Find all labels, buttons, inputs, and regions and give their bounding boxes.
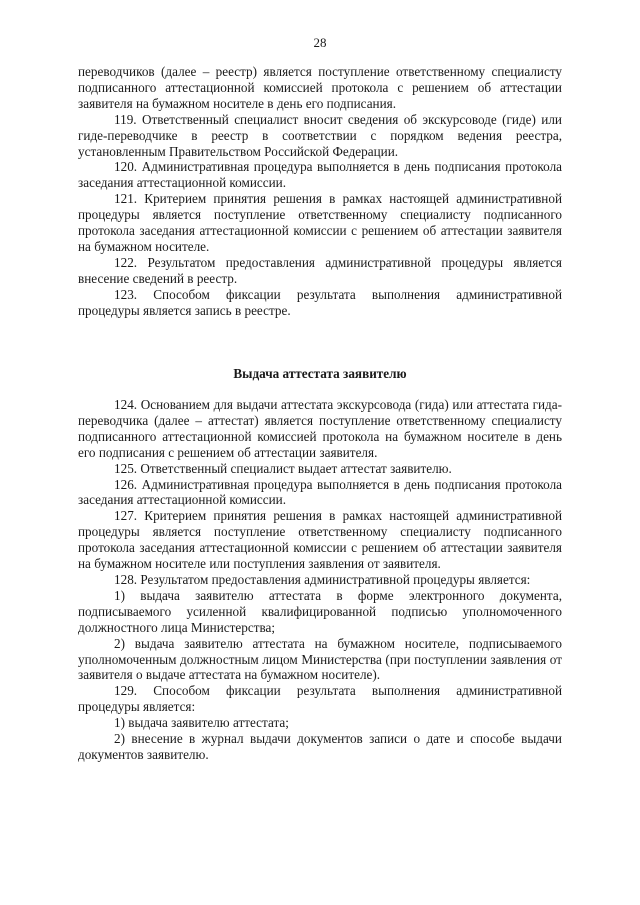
list-item-129-2: 2) внесение в журнал выдачи документов записи о дате и способе выдачи документов заявителю. [78, 731, 562, 762]
paragraph-121: 121. Критерием принятия решения в рамках настоящей административной процедуры является поступление ответственному специалисту подписанного протокола заседания аттестационной комиссии с решением об аттестации заявителя на бумажном носителе. [78, 191, 562, 254]
paragraph-123: 123. Способом фиксации результата выполнения административной процедуры является запись в реестре. [78, 286, 562, 318]
paragraph-127: 127. Критерием принятия решения в рамках настоящей административной процедуры является поступление ответственному специалисту подписанного протокола заседания аттестационной комиссии с решением об аттестации заявителя на бумажном носителе или поступления заявления от заявителя. [78, 508, 562, 572]
list-item-129-1: 1) выдача заявителю аттестата; [114, 715, 289, 731]
paragraph-119: 119. Ответственный специалист вносит сведения об экскурсоводе (гиде) или гиде-переводчике в реестр в соответствии с порядком ведения реестра, установленным Правительством Российской Федерации. [78, 111, 562, 159]
paragraph-124: 124. Основанием для выдачи аттестата экскурсовода (гида) или аттестата гида-переводчика (далее – аттестат) является поступление ответственному специалисту подписанного аттестационной комиссией протокола на бумажном носителе в день его подписания с решением об аттестации заявителя. [78, 397, 562, 460]
paragraph-125: 125. Ответственный специалист выдает аттестат заявителю. [114, 460, 452, 476]
paragraph-126: 126. Административная процедура выполняется в день подписания протокола заседания аттестационной комиссии. [78, 476, 562, 508]
paragraph-continuation: переводчиков (далее – реестр) является поступление ответственному специалисту подписанного аттестационной комиссией протокола с решением об аттестации заявителя на бумажном носителе в день его подписания. [78, 64, 562, 111]
list-item-128-1: 1) выдача заявителю аттестата в форме электронного документа, подписываемого усиленной квалифицированной подписью уполномоченного должностного лица Министерства; [78, 587, 562, 635]
paragraph-120: 120. Административная процедура выполняется в день подписания протокола заседания аттестационной комиссии. [78, 159, 562, 191]
paragraph-122: 122. Результатом предоставления административной процедуры является внесение сведений в реестр. [78, 254, 562, 286]
list-item-128-2: 2) выдача заявителю аттестата на бумажном носителе, подписываемого уполномоченным должностным лицом Министерства (при поступлении заявления от заявителя о выдаче аттестата на бумажном носителе). [78, 635, 562, 683]
paragraph-128: 128. Результатом предоставления административной процедуры является: [114, 571, 531, 587]
paragraph-129: 129. Способом фиксации результата выполнения административной процедуры является: [78, 683, 562, 715]
text-block-before-heading [78, 64, 562, 319]
page-number: 28 [313, 35, 327, 50]
section-heading: Выдача аттестата заявителю [233, 366, 407, 381]
text-block-after-heading [78, 397, 562, 763]
